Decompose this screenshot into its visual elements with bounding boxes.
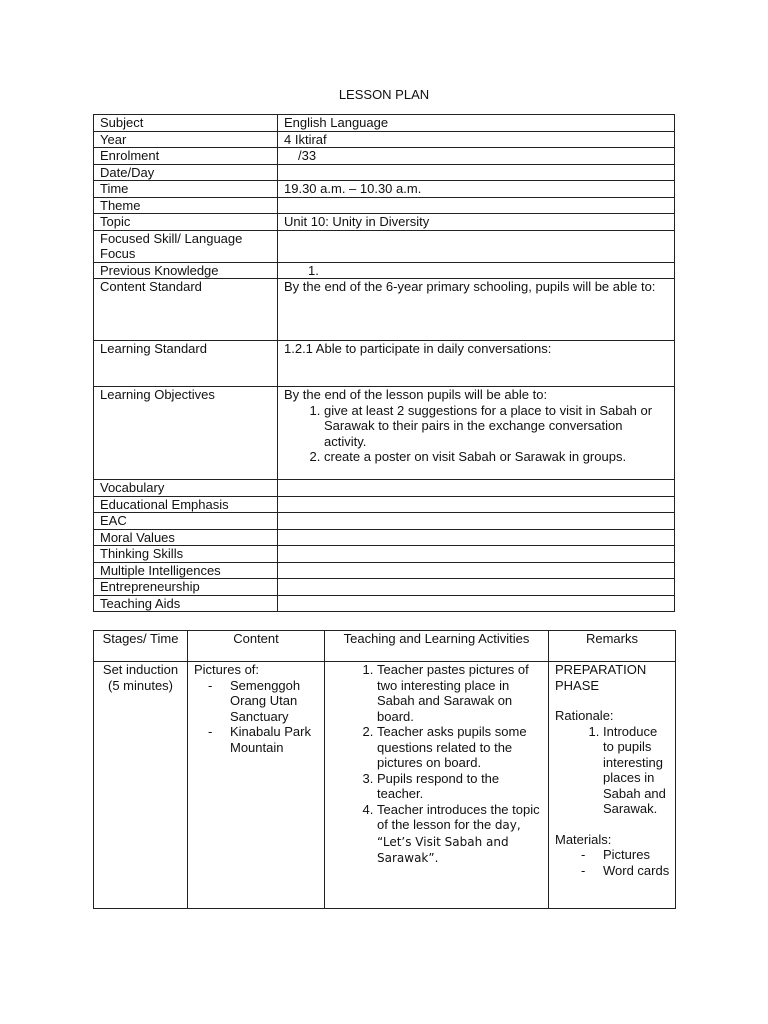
materials-label: Materials: bbox=[555, 831, 612, 847]
list-item: 3. Pupils respond to the teacher. bbox=[377, 771, 542, 802]
table-row bbox=[94, 148, 675, 165]
educational-emphasis-value bbox=[278, 496, 675, 513]
previous-knowledge-label: Previous Knowledge bbox=[94, 262, 278, 279]
stage-header: Stages/ Time bbox=[94, 631, 188, 662]
remarks-cell bbox=[549, 662, 676, 909]
vocabulary-value bbox=[278, 480, 675, 497]
time-label: Time bbox=[94, 181, 278, 198]
activity-text: Teacher introduces the topic of the lesson for the bbox=[377, 801, 540, 832]
date-day-label: Date/Day bbox=[94, 164, 278, 181]
previous-knowledge-item: 1. bbox=[308, 262, 319, 278]
list-item: - Semenggoh Orang Utan Sanctuary bbox=[230, 678, 318, 725]
teaching-aids-label: Teaching Aids bbox=[94, 595, 278, 612]
topic-value: Unit 10: Unity in Diversity bbox=[278, 214, 675, 231]
learning-standard-label: Learning Standard bbox=[94, 341, 278, 387]
focused-skill-value bbox=[278, 230, 675, 262]
table-row bbox=[94, 341, 675, 387]
table-row bbox=[94, 562, 675, 579]
entrepreneurship-value bbox=[278, 579, 675, 596]
educational-emphasis-label: Educational Emphasis bbox=[94, 496, 278, 513]
enrolment-label: Enrolment bbox=[94, 148, 278, 165]
learning-objectives-label: Learning Objectives bbox=[94, 387, 278, 480]
objectives-list bbox=[284, 403, 668, 465]
list-item: 2. create a poster on visit Sabah or Sarawak in groups. bbox=[324, 449, 668, 465]
year-value: 4 Iktiraf bbox=[278, 131, 675, 148]
list-item: 1. Introduce to pupils interesting places in Sabah and Sarawak. bbox=[603, 724, 671, 817]
eac-value bbox=[278, 513, 675, 530]
table-row bbox=[94, 262, 675, 279]
list-item: 1. Teacher pastes pictures of two interesting place in Sabah and Sarawak on board. bbox=[377, 662, 542, 724]
table-row bbox=[94, 595, 675, 612]
content-list bbox=[194, 678, 318, 756]
table-row bbox=[94, 214, 675, 231]
eac-label: EAC bbox=[94, 513, 278, 530]
table-row bbox=[94, 181, 675, 198]
table-row bbox=[94, 513, 675, 530]
lesson-plan-table bbox=[93, 114, 675, 612]
learning-standard-value: 1.2.1 Able to participate in daily conversations: bbox=[278, 341, 675, 387]
moral-values-value bbox=[278, 529, 675, 546]
table-row bbox=[94, 496, 675, 513]
content-standard-value: By the end of the 6-year primary schooling, pupils will be able to: bbox=[278, 279, 675, 341]
focused-skill-label: Focused Skill/ Language Focus bbox=[94, 230, 278, 262]
list-item: - Word cards bbox=[603, 863, 671, 879]
topic-label: Topic bbox=[94, 214, 278, 231]
table-row bbox=[94, 230, 675, 262]
vocabulary-label: Vocabulary bbox=[94, 480, 278, 497]
rationale-label: Rationale: bbox=[555, 708, 614, 723]
teaching-aids-value bbox=[278, 595, 675, 612]
year-label: Year bbox=[94, 131, 278, 148]
table-row bbox=[94, 662, 676, 909]
page-title: LESSON PLAN bbox=[338, 87, 430, 102]
remarks-header: Remarks bbox=[549, 631, 676, 662]
list-item bbox=[377, 802, 542, 867]
table-row bbox=[94, 197, 675, 214]
thinking-skills-label: Thinking Skills bbox=[94, 546, 278, 563]
activities-cell bbox=[325, 662, 549, 909]
list-item: - Kinabalu Park Mountain bbox=[230, 724, 318, 755]
table-row bbox=[94, 546, 675, 563]
stages-table bbox=[93, 630, 676, 909]
multiple-intelligences-label: Multiple Intelligences bbox=[94, 562, 278, 579]
content-intro: Pictures of: bbox=[194, 662, 260, 677]
enrolment-value bbox=[278, 148, 675, 165]
table-row bbox=[94, 387, 675, 480]
activities-header: Teaching and Learning Activities bbox=[325, 631, 549, 662]
time-value: 19.30 a.m. – 10.30 a.m. bbox=[278, 181, 675, 198]
content-header: Content bbox=[188, 631, 325, 662]
table-row bbox=[94, 164, 675, 181]
date-day-value bbox=[278, 164, 675, 181]
table-row bbox=[94, 115, 675, 132]
theme-label: Theme bbox=[94, 197, 278, 214]
subject-label: Subject bbox=[94, 115, 278, 132]
table-header-row bbox=[94, 631, 676, 662]
materials-list bbox=[555, 847, 671, 878]
moral-values-label: Moral Values bbox=[94, 529, 278, 546]
activity-quote: day, “Let’s Visit Sabah and Sarawak”. bbox=[377, 818, 521, 865]
objectives-intro: By the end of the lesson pupils will be able to: bbox=[284, 387, 548, 402]
list-item: - Pictures bbox=[603, 847, 671, 863]
previous-knowledge-value bbox=[278, 262, 675, 279]
thinking-skills-value bbox=[278, 546, 675, 563]
table-row bbox=[94, 480, 675, 497]
table-row bbox=[94, 279, 675, 341]
theme-value bbox=[278, 197, 675, 214]
list-item: 2. Teacher asks pupils some questions related to the pictures on board. bbox=[377, 724, 542, 771]
subject-value: English Language bbox=[278, 115, 675, 132]
entrepreneurship-label: Entrepreneurship bbox=[94, 579, 278, 596]
stage-cell: Set induction (5 minutes) bbox=[94, 662, 188, 909]
multiple-intelligences-value bbox=[278, 562, 675, 579]
content-standard-label: Content Standard bbox=[94, 279, 278, 341]
table-row bbox=[94, 579, 675, 596]
activities-list bbox=[329, 662, 542, 867]
table-row bbox=[94, 131, 675, 148]
content-cell bbox=[188, 662, 325, 909]
remarks-phase: PREPARATION PHASE bbox=[555, 662, 647, 693]
table-row bbox=[94, 529, 675, 546]
rationale-list bbox=[555, 724, 671, 817]
enrolment-count: /33 bbox=[298, 148, 317, 163]
list-item: 1. give at least 2 suggestions for a place to visit in Sabah or Sarawak to their pairs in the exchange conversation activity. bbox=[324, 403, 668, 450]
learning-objectives-value bbox=[278, 387, 675, 480]
